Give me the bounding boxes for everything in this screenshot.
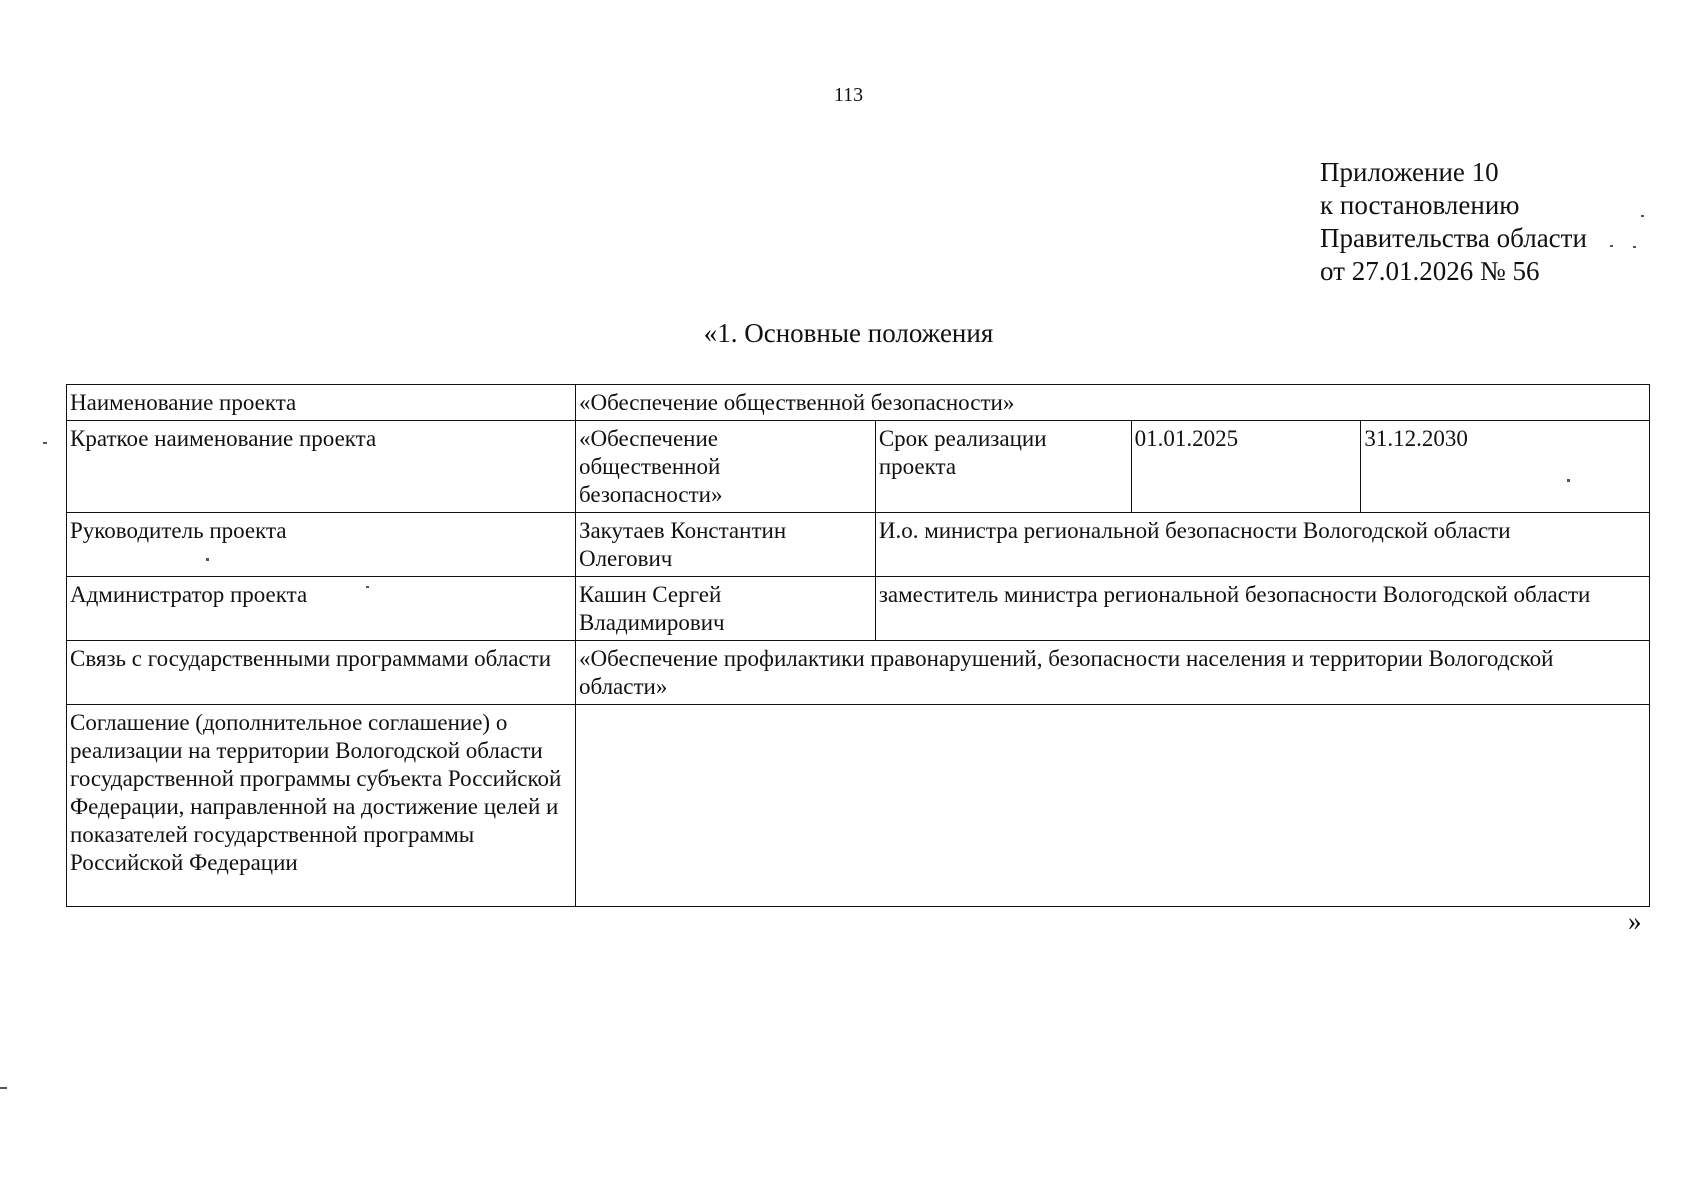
page-number: 113 bbox=[833, 84, 864, 106]
end-date: 31.12.2030 bbox=[1361, 421, 1650, 513]
programs-value: «Обеспечение профилактики правонарушений, безопасности населения и территории Вологодской области» bbox=[575, 641, 1649, 705]
table-row-programs bbox=[67, 641, 1650, 705]
table-row-project-name bbox=[67, 385, 1650, 421]
table-row-agreement bbox=[67, 705, 1650, 907]
scan-speck bbox=[1567, 479, 1570, 482]
scan-speck bbox=[43, 442, 47, 444]
scan-speck bbox=[1633, 246, 1636, 248]
appendix-line-4: от 27.01.2026 № 56 bbox=[1320, 256, 1540, 286]
admin-position: заместитель министра региональной безопасности Вологодской области bbox=[875, 577, 1649, 641]
agreement-value bbox=[575, 705, 1649, 907]
appendix-line-3: Правительства области bbox=[1320, 223, 1587, 253]
head-label: Руководитель проекта bbox=[67, 513, 576, 577]
project-name-label: Наименование проекта bbox=[67, 385, 576, 421]
admin-label: Администратор проекта bbox=[67, 577, 576, 641]
start-date: 01.01.2025 bbox=[1131, 421, 1361, 513]
scan-speck bbox=[1641, 215, 1644, 217]
appendix-header bbox=[1320, 156, 1587, 288]
programs-label: Связь с государственными программами области bbox=[67, 641, 576, 705]
scan-speck bbox=[366, 586, 369, 588]
appendix-line-1: Приложение 10 bbox=[1320, 157, 1499, 187]
short-name-value: «Обеспечение общественной безопасности» bbox=[575, 421, 875, 513]
closing-quote: » bbox=[1628, 906, 1642, 936]
scan-speck bbox=[1610, 245, 1613, 247]
term-label: Срок реализации проекта bbox=[875, 421, 1131, 513]
scan-speck bbox=[206, 558, 209, 561]
table-row-head bbox=[67, 513, 1650, 577]
table-row-admin bbox=[67, 577, 1650, 641]
head-position: И.о. министра региональной безопасности Вологодской области bbox=[875, 513, 1649, 577]
project-main-table bbox=[66, 384, 1650, 907]
admin-name: Кашин Сергей Владимирович bbox=[575, 577, 875, 641]
appendix-line-2: к постановлению bbox=[1320, 190, 1520, 220]
section-title: «1. Основные положения bbox=[703, 318, 994, 348]
agreement-label: Соглашение (дополнительное соглашение) о реализации на территории Вологодской области государственной программы субъекта Российской Федерации, направленной на достижение целей и показателей государственной программы Российской Федерации bbox=[67, 705, 576, 907]
project-name-value: «Обеспечение общественной безопасности» bbox=[575, 385, 1649, 421]
scan-edge-mark bbox=[0, 1087, 7, 1089]
short-name-label: Краткое наименование проекта bbox=[67, 421, 576, 513]
head-name: Закутаев Константин Олегович bbox=[575, 513, 875, 577]
table-row-short-name bbox=[67, 421, 1650, 513]
